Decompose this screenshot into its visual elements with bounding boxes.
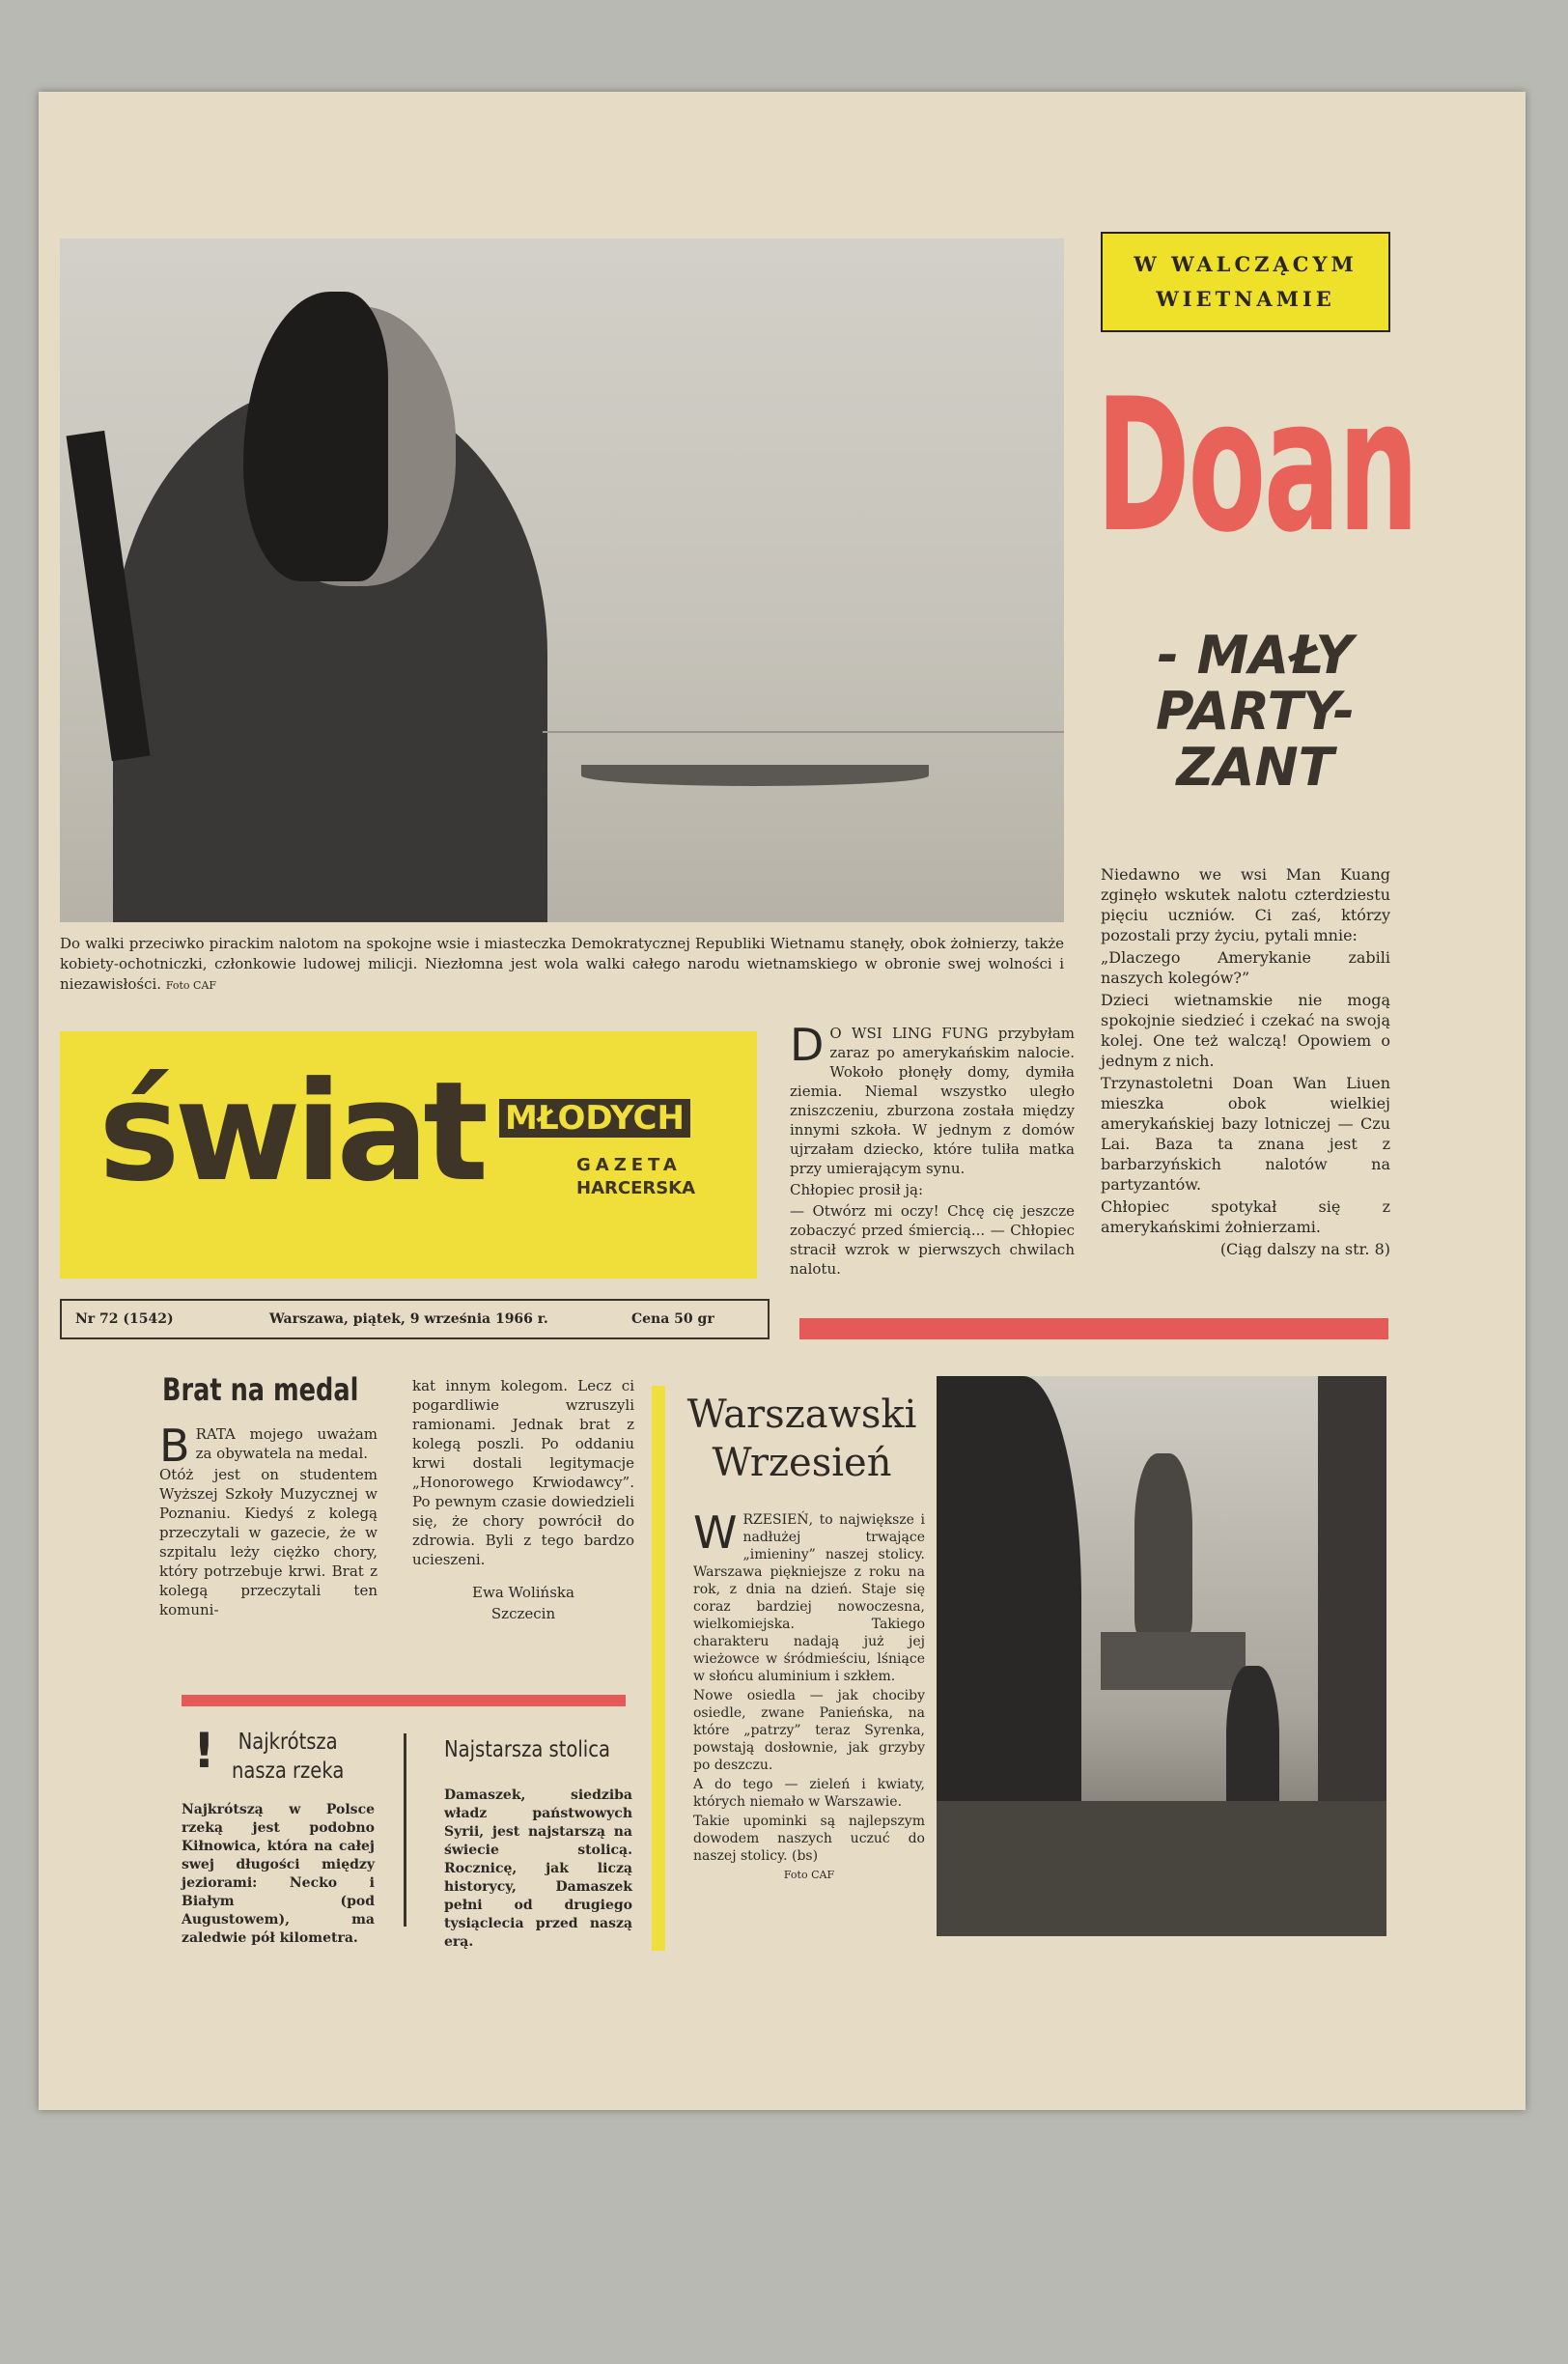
boat — [581, 765, 929, 786]
wrzesien-article — [693, 1506, 925, 1886]
subtitle-line3: ZANT — [1176, 737, 1334, 798]
wrzesien-title-line1: Warszawski — [686, 1393, 917, 1437]
caption-credit: Foto CAF — [165, 979, 217, 992]
doan-paragraph: Dzieci wietnamskie nie mogą spokojnie siedzieć i czekać na swoją kolej. One też walczą! Opowiem o jednym z nich. — [1101, 991, 1390, 1070]
issue-info-bar — [60, 1299, 770, 1339]
ling-fung-paragraph: — Otwórz mi oczy! Chcę cię jeszcze zobaczyć przed śmiercią... — Chłopiec stracił wzrok w pierwszych chwilach nalotu. — [790, 1202, 1075, 1278]
brat-author: Ewa Wolińska — [472, 1584, 574, 1601]
dropcap: B — [159, 1420, 190, 1472]
headline-doan: Doan — [1096, 359, 1417, 573]
statue-pedestal — [1101, 1632, 1246, 1690]
rzeka-text — [182, 1801, 375, 1950]
section-kicker — [1101, 232, 1390, 332]
caption-text: Do walki przeciwko pirackim nalotom na spokojne wsie i miasteczka Demokratycznej Republiki Wietnamu stanęły, obok żołnierzy, także kobiety-ochotniczki, członkowie ludowej milicji. Niezłomna jest wola walki całego narodu wietnamskiego w obronie swej wolności i niezawisłości. — [60, 935, 1064, 993]
newspaper-page — [39, 92, 1526, 2110]
issue-number: Nr 72 (1542) — [75, 1311, 174, 1327]
rzeka-title — [232, 1728, 344, 1786]
rzeka-title-line2: nasza rzeka — [232, 1759, 345, 1784]
stolica-paragraph: Damaszek, siedziba władz państwowych Syrii, jest najstarszą na świecie stolicą. Rocznicę, jak liczą historycy, Damaszek pełni od drugiego tysiąclecia przed naszą erą. — [444, 1787, 632, 1950]
stolica-title: Najstarsza stolica — [444, 1737, 610, 1762]
brat-paragraph: Otóż jest on studentem Wyższej Szkoły Muzycznej w Poznaniu. Kiedyś z kolegą przeczytali w gazecie, że w szpitalu leży ciężko chory, który potrzebuje krwi. Brat z kolegą przeczytali ten komuni- — [159, 1466, 378, 1618]
top-photo — [60, 239, 1064, 922]
masthead-gazeta: GAZETA — [576, 1155, 682, 1175]
masthead-harcerska: HARCERSKA — [576, 1178, 696, 1198]
wrzesien-credit: Foto CAF — [783, 1869, 835, 1881]
continued-note: (Ciąg dalszy na str. 8) — [1219, 1240, 1390, 1258]
issue-date: Warszawa, piątek, 9 września 1966 r. — [269, 1311, 548, 1327]
wrzesien-title-line2: Wrzesień — [712, 1441, 892, 1485]
ling-fung-article — [790, 1019, 1075, 1280]
ling-fung-paragraph: O WSI LING FUNG przybyłam zaraz po amerykańskim nalocie. Wokoło płonęły domy, dymiła ziemia. Niemal wszystko uległo zniszczeniu, zburzona została między innymi szkoła. W jednym z domów ujrzałam dziecko, które tuliła matka przy umierającym synu. — [790, 1025, 1075, 1177]
ling-fung-paragraph: Chłopiec prosił ją: — [790, 1181, 924, 1198]
wrzesien-paragraph: RZESIEŃ, to największe i nadłużej trwające „imieniny” naszej stolicy. Warszawa piękniejsze z roku na rok, z dnia na dzień. Staje się coraz bardziej nowoczesna, wielkomiejska. Takiego charakteru nadają już jej wieżowce w śródmieściu, lśniące w słońcu aluminium i szkłem. — [693, 1512, 925, 1684]
stolica-text — [444, 1787, 632, 1954]
doan-paragraph: Niedawno we wsi Man Kuang zginęło wskutek nalotu czterdziestu pięciu uczniów. Ci zaś, którzy pozostali przy życiu, pytali mnie: — [1101, 865, 1390, 944]
brat-column-1 — [159, 1420, 378, 1621]
hair — [243, 292, 388, 581]
top-photo-caption — [60, 934, 1064, 996]
brat-paragraph: RATA mojego uważam za obywatela na medal. — [195, 1425, 378, 1462]
brat-title: Brat na medal — [162, 1371, 359, 1408]
subtitle-line1: - MAŁY — [1157, 625, 1354, 686]
dropcap: D — [790, 1019, 825, 1071]
masthead — [60, 1031, 757, 1279]
dropcap: W — [693, 1506, 738, 1559]
wrzesien-paragraph: Nowe osiedla — jak chociby osiedle, zwane Panieńska, na które „patrzy” teraz Syrenka, powstają dosłownie, jak grzyby po deszczu. — [693, 1688, 925, 1773]
doan-article — [1101, 864, 1390, 1261]
red-divider-left — [182, 1695, 626, 1706]
brat-column-2 — [412, 1376, 634, 1625]
kicker-line2: WIETNAMIE — [1156, 287, 1335, 311]
wrzesien-paragraph: A do tego — zieleń i kwiaty, których niemało w Warszawie. — [693, 1777, 925, 1810]
issue-price: Cena 50 gr — [631, 1311, 714, 1327]
rzeka-paragraph: Najkrótszą w Polsce rzeką jest podobno Kiłnowica, która na całej swej długości między jeziorami: Necko i Białym (pod Augustowem), ma zaledwie pół kilometra. — [182, 1802, 375, 1946]
brat-city: Szczecin — [490, 1605, 556, 1622]
yellow-divider — [652, 1386, 665, 1951]
mermaid-statue — [1134, 1453, 1192, 1637]
rzeka-mark: ! — [193, 1723, 215, 1779]
doan-paragraph: „Dlaczego Amerykanie zabili naszych kolegów?” — [1101, 948, 1390, 987]
mermaid-photo — [937, 1376, 1386, 1936]
headline-subtitle — [1110, 625, 1400, 798]
doan-paragraph: Trzynastoletni Doan Wan Liuen mieszka obok wielkiej amerykańskiej bazy lotniczej — Czu Lai. Baza ta znana jest z barbarzyńskich nalotów na partyzantów. — [1101, 1074, 1390, 1194]
column-rule — [404, 1733, 406, 1927]
kicker-line1: W WALCZĄCYM — [1134, 252, 1358, 276]
doan-paragraph: Chłopiec spotykał się z amerykańskimi żołnierzami. — [1101, 1197, 1390, 1236]
ground — [937, 1801, 1386, 1936]
masthead-title: świat — [98, 1053, 484, 1212]
water-horizon — [543, 731, 1064, 733]
subtitle-line2: PARTY- — [1156, 681, 1355, 742]
wrzesien-title — [684, 1391, 920, 1487]
rzeka-title-line1: Najkrótsza — [238, 1730, 338, 1755]
wrzesien-paragraph: Takie upominki są najlepszym dowodem naszych uczuć do naszej stolicy. (bs) — [693, 1814, 925, 1864]
masthead-subtitle: MŁODYCH — [499, 1099, 690, 1138]
red-divider-right — [799, 1318, 1388, 1339]
brat-paragraph: kat innym kolegom. Lecz ci pogardliwie wzruszyli ramionami. Jednak brat z kolegą poszli. Po oddaniu krwi dostali legitymacje „Honorowego Krwiodawcy”. Po pewnym czasie dowiedzieli się, że chory powrócił do zdrowia. Byli z tego bardzo ucieszeni. — [412, 1377, 634, 1568]
